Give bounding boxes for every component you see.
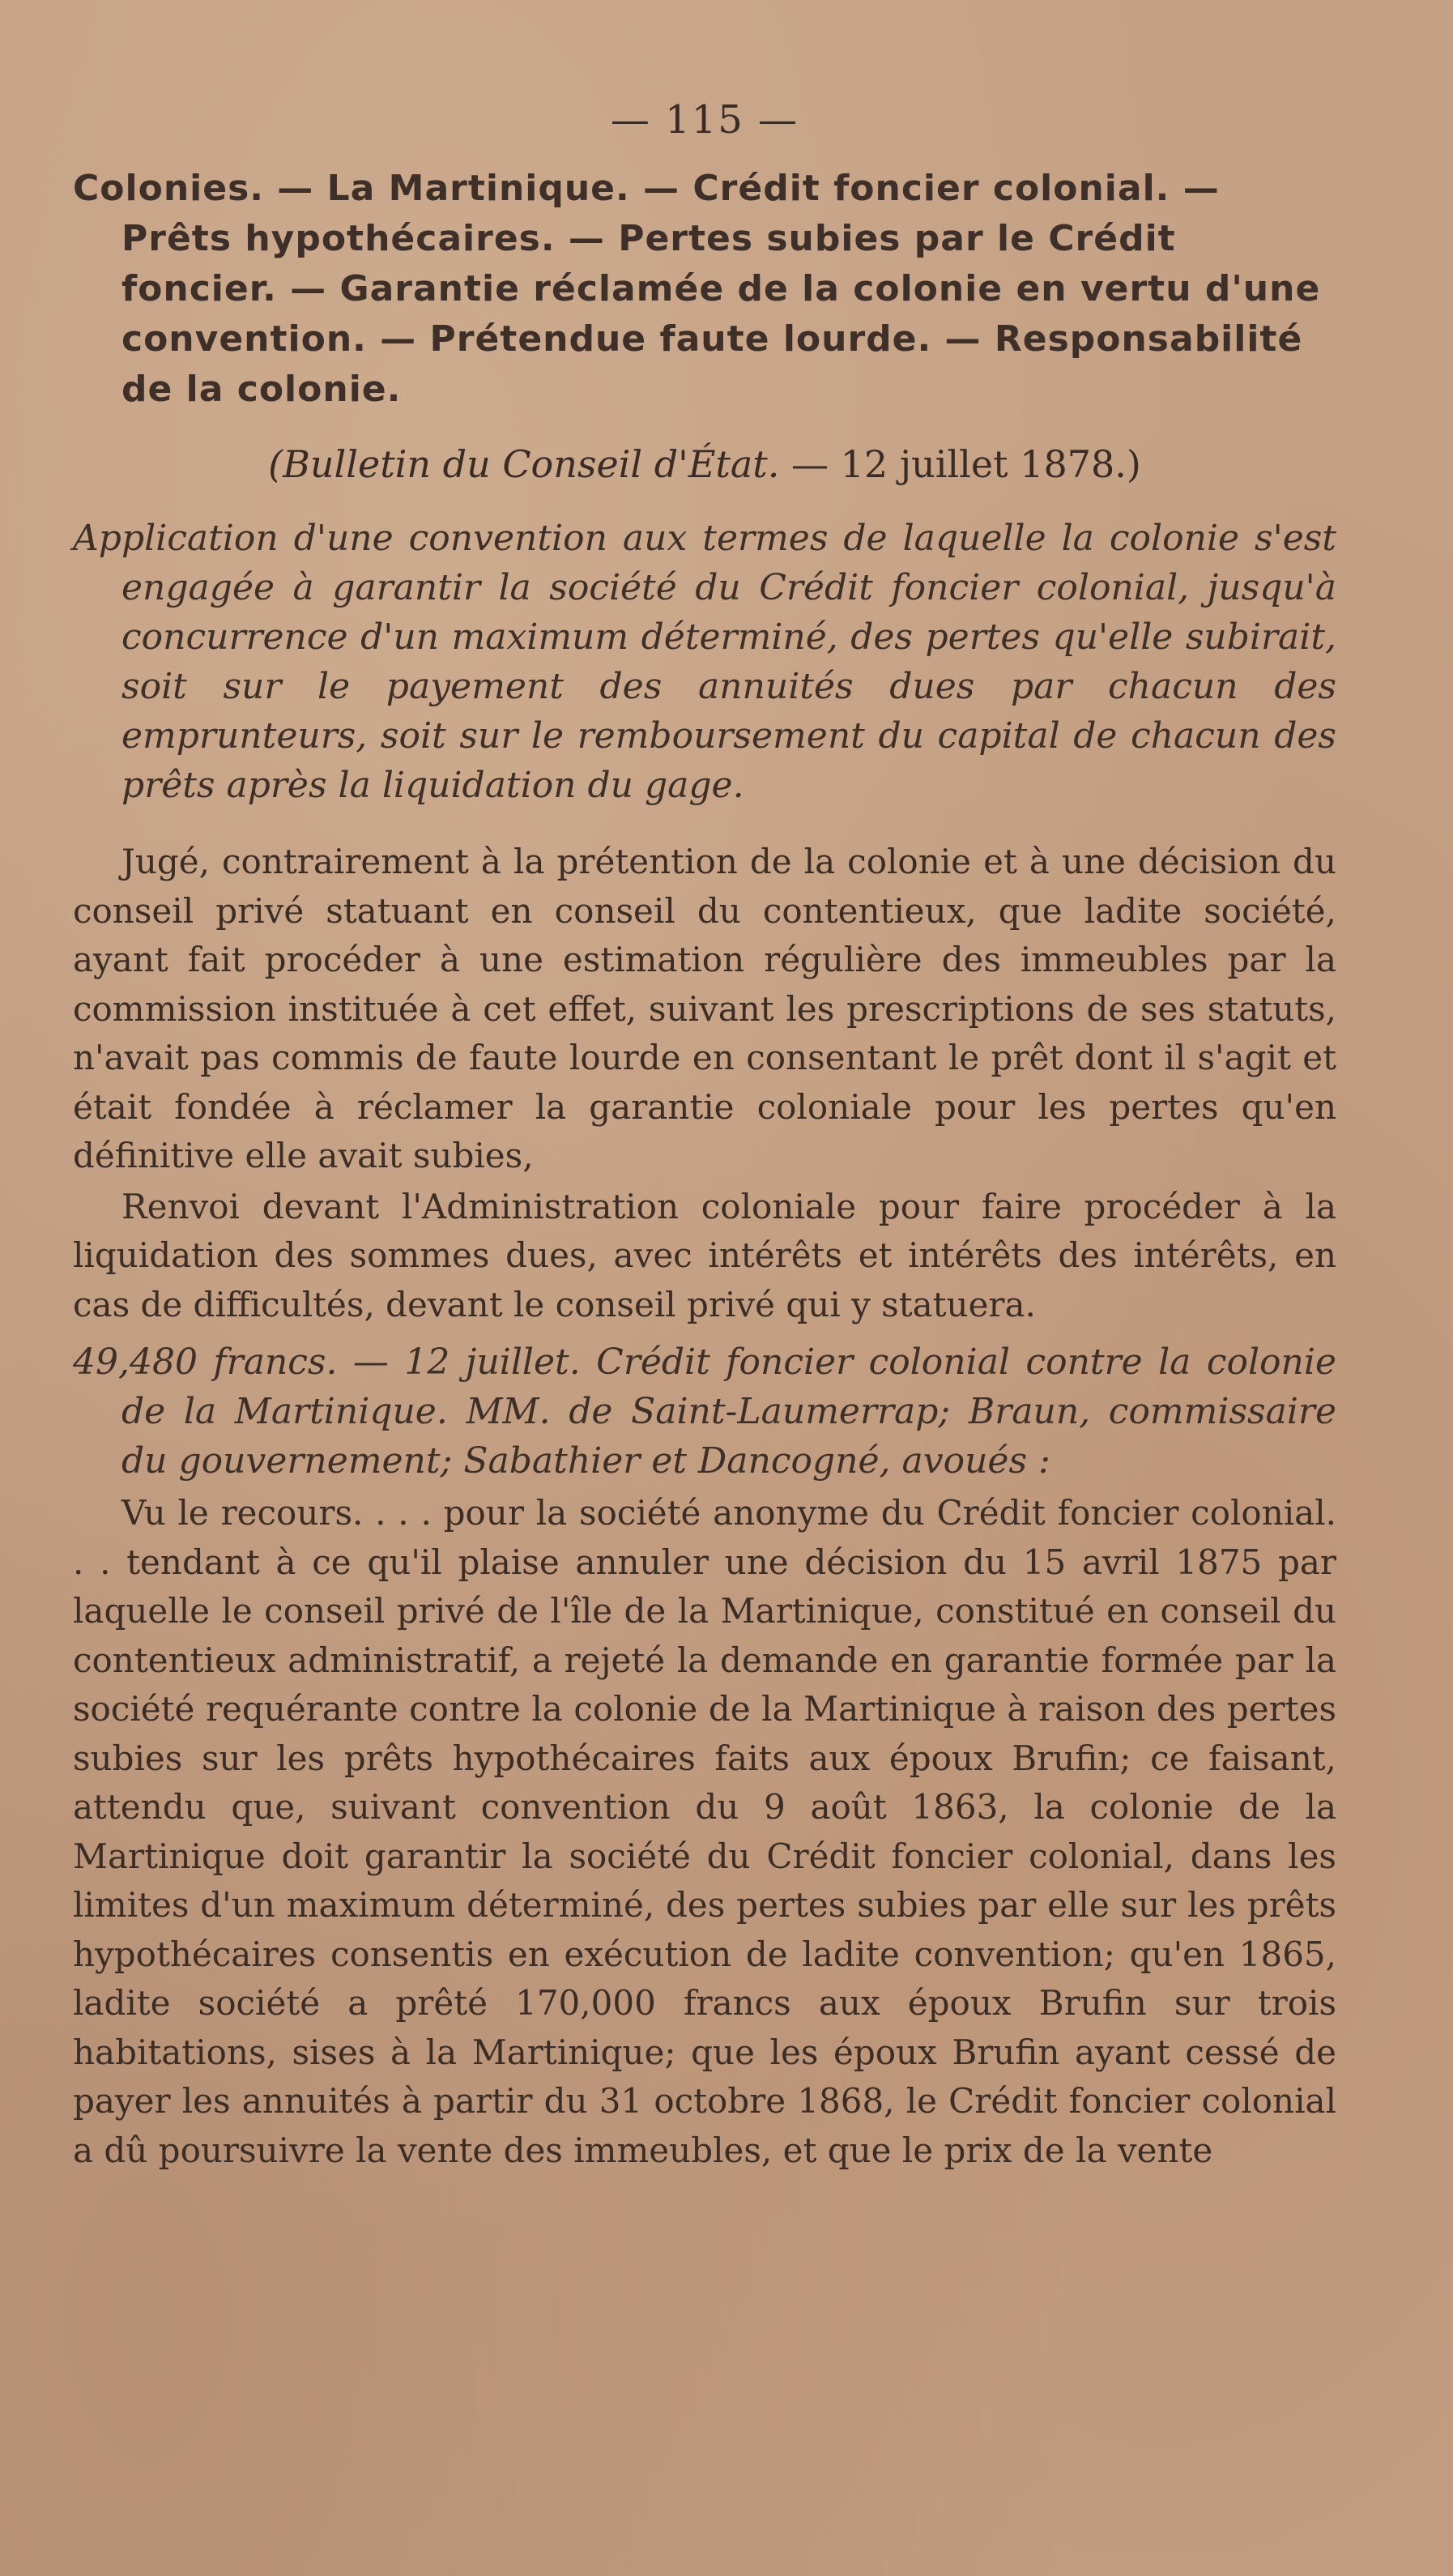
decision-heading: 49,480 francs. — 12 juillet. Crédit foncier colonial contre la colonie de la Martinique. MM. de Saint-Laumerrap; Braun, commissaire du gouvernement; Sabathier et Dancogné, avoués :	[73, 1341, 1336, 1482]
source-citation	[73, 439, 1336, 489]
paragraph-recours: Vu le recours. . . . pour la société anonyme du Crédit foncier colonial. . . tendant à ce qu'il plaise annuler une décision du 15 avril 1875 par laquelle le conseil privé de l'île de la Martinique, constitué en conseil du contentieux administratif, a rejeté la demande en garantie formée par la société requérante contre la colonie de la Martinique à raison des pertes subies sur les prêts hypothécaires faits aux époux Brufin; ce faisant, attendu que, suivant convention du 9 août 1863, la colonie de la Martinique doit garantir la société du Crédit foncier colonial, dans les limites d'un maximum déterminé, des pertes subies par elle sur les prêts hypothécaires consentis en exécution de ladite convention; qu'en 1865, ladite société a prêté 170,000 francs aux époux Brufin sur trois habitations, sises à la Martinique; que les époux Brufin ayant cessé de payer les annuités à partir du 31 octobre 1868, le Crédit foncier colonial a dû poursuivre la vente des immeubles, et que le prix de la vente	[73, 1493, 1336, 2170]
source-title: (Bulletin du Conseil d'État.	[268, 442, 780, 486]
headnote: Colonies. — La Martinique. — Crédit foncier colonial. — Prêts hypothécaires. — Pertes subies par le Crédit foncier. — Garantie réclamée de la colonie en vertu d'une convention. — Prétendue faute lourde. — Responsabilité de la colonie.	[73, 168, 1321, 410]
paragraph-judgment: Jugé, contrairement à la prétention de la colonie et à une décision du conseil privé statuant en conseil du contentieux, que ladite société, ayant fait procéder à une estimation régulière des immeubles par la commission instituée à cet effet, suivant les prescriptions de ses statuts, n'avait pas commis de faute lourde en consentant le prêt dont il s'agit et était fondée à réclamer la garantie coloniale pour les pertes qu'en définitive elle avait subies,	[73, 842, 1336, 1175]
page-number: — 115 —	[610, 97, 799, 143]
paragraph-renvoi: Renvoi devant l'Administration coloniale pour faire procéder à la liquidation des sommes dues, avec intérêts et intérêts des intérêts, en cas de difficultés, devant le conseil privé qui y statuera.	[73, 1186, 1336, 1324]
source-date: — 12 juillet 1878.)	[791, 442, 1141, 486]
summary: Application d'une convention aux termes de laquelle la colonie s'est engagée à garantir la société du Crédit foncier colonial, jusqu'à concurrence d'un maximum déterminé, des pertes qu'elle subirait, soit sur le payement des annuités dues par chacun des emprunteurs, soit sur le remboursement du capital de chacun des prêts après la liquidation du gage.	[73, 518, 1336, 806]
document-page	[73, 97, 1336, 2495]
